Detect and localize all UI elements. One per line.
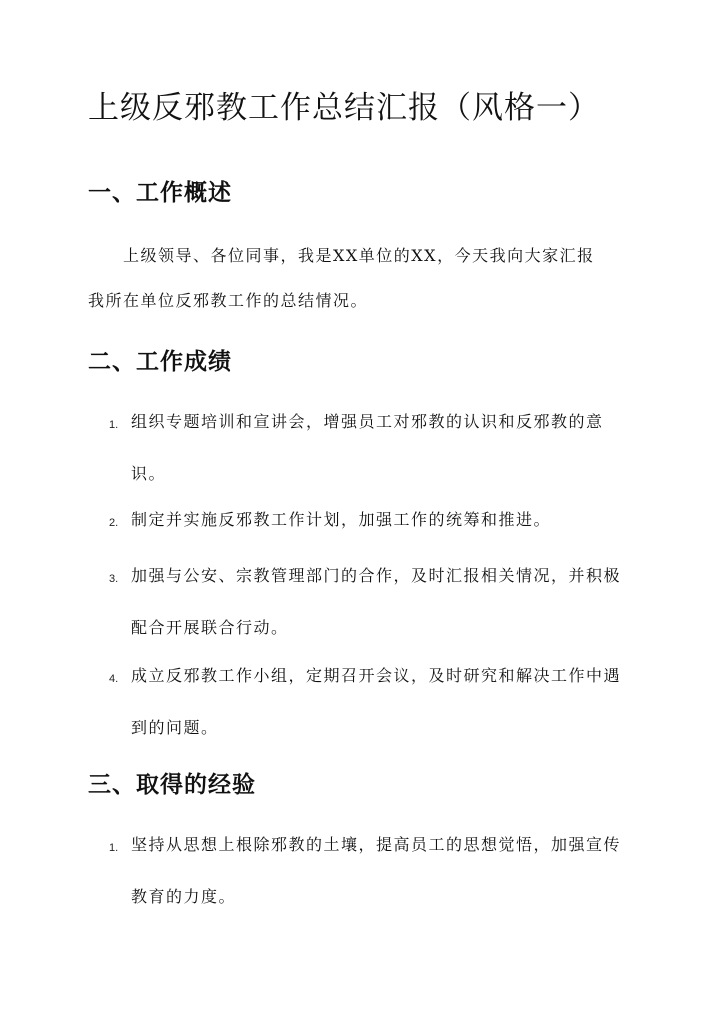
achievement-item-number: 2. — [109, 517, 119, 529]
section-heading-experience: 三、取得的经验 — [88, 771, 256, 798]
overview-paragraph-line-1: 上级领导、各位同事，我是XX单位的XX，今天我向大家汇报 — [123, 246, 595, 265]
achievement-item-number: 3. — [109, 573, 119, 585]
overview-paragraph-line-2: 我所在单位反邪教工作的总结情况。 — [88, 291, 369, 310]
achievement-item-text: 加强与公安、宗教管理部门的合作，及时汇报相关情况，并积极配合开展联合行动。 — [131, 566, 622, 637]
achievement-item-number: 1. — [109, 419, 119, 431]
section-heading-achievements: 二、工作成绩 — [88, 348, 232, 375]
section-heading-overview: 一、工作概述 — [88, 179, 232, 206]
achievement-item-text: 组织专题培训和宣讲会，增强员工对邪教的认识和反邪教的意识。 — [131, 412, 604, 483]
achievement-item-text: 成立反邪教工作小组，定期召开会议，及时研究和解决工作中遇到的问题。 — [131, 666, 622, 737]
experience-item-text: 坚持从思想上根除邪教的土壤，提高员工的思想觉悟，加强宣传教育的力度。 — [131, 835, 622, 906]
achievement-item-number: 4. — [109, 673, 119, 685]
document-title: 上级反邪教工作总结汇报（风格一） — [88, 90, 600, 126]
experience-item-number: 1. — [109, 842, 119, 854]
achievement-item-text: 制定并实施反邪教工作计划，加强工作的统筹和推进。 — [131, 510, 552, 529]
